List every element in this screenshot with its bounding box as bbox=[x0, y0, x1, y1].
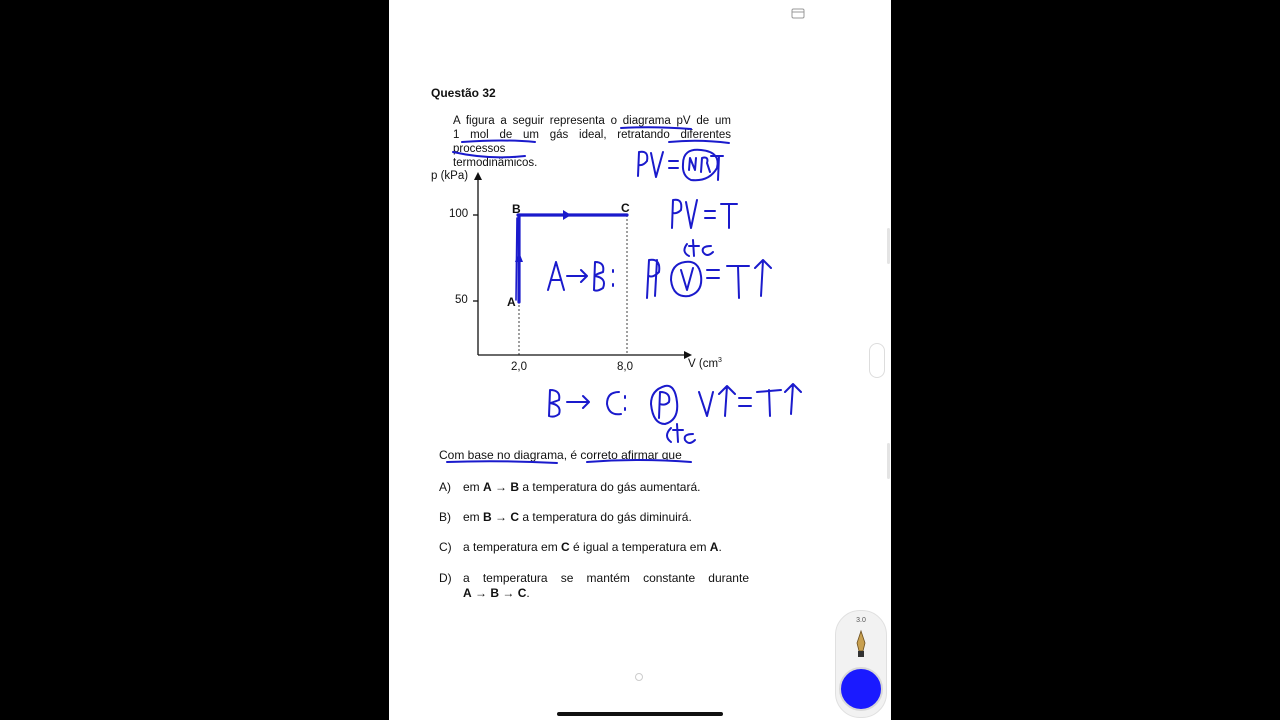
intro-line-2: 1 mol de um gás ideal, retratando diferentes processos bbox=[453, 129, 731, 155]
option-d-line-2: A → B → C. bbox=[463, 586, 530, 600]
x-axis-label-sup: 3 bbox=[718, 357, 722, 364]
y-tick-label-50: 50 bbox=[455, 294, 468, 306]
option-a-letter: A) bbox=[439, 480, 451, 494]
intro-line-3: termodinâmicos. bbox=[453, 157, 538, 169]
option-c-letter: C) bbox=[439, 540, 452, 554]
point-label-c: C bbox=[621, 201, 630, 215]
y-axis-label: p (kPa) bbox=[431, 170, 469, 182]
pen-color-swatch[interactable] bbox=[839, 667, 883, 711]
page-dot-indicator bbox=[635, 673, 643, 681]
y-axis-arrowhead bbox=[474, 172, 482, 180]
top-drag-handle[interactable] bbox=[632, 4, 648, 7]
fountain-pen-icon[interactable] bbox=[854, 629, 868, 659]
option-c-text: a temperatura em C é igual a temperatura em A. bbox=[463, 540, 722, 554]
x-axis-label bbox=[688, 357, 722, 370]
pv-diagram bbox=[389, 0, 891, 400]
option-b-text: em B → C a temperatura do gás diminuirá. bbox=[463, 510, 692, 524]
option-a-text: em A → B a temperatura do gás aumentará. bbox=[463, 480, 701, 494]
y-tick-label-100: 100 bbox=[449, 208, 469, 220]
option-d-line-1: a temperatura se mantém constante durante bbox=[463, 571, 749, 585]
option-b-letter: B) bbox=[439, 510, 451, 524]
page-layout-icon[interactable] bbox=[791, 8, 805, 20]
arrow-b-to-c bbox=[563, 210, 571, 220]
intro-line-1: A figura a seguir representa o diagrama pV de um bbox=[453, 115, 731, 127]
option-d-letter: D) bbox=[439, 571, 452, 585]
point-label-b: B bbox=[512, 202, 521, 216]
pen-size-label: 3.0 bbox=[856, 617, 866, 624]
side-handle-lower[interactable] bbox=[887, 443, 890, 479]
x-tick-label-8: 8,0 bbox=[617, 361, 633, 373]
x-axis-label-text: V (cm bbox=[688, 357, 719, 370]
home-indicator[interactable] bbox=[557, 712, 723, 716]
pen-toolbar[interactable] bbox=[835, 610, 887, 718]
option-d-text bbox=[463, 571, 749, 601]
x-tick-label-2: 2,0 bbox=[511, 361, 527, 373]
document-page bbox=[389, 0, 891, 720]
scroll-indicator[interactable] bbox=[869, 343, 885, 378]
question-title: Questão 32 bbox=[431, 86, 496, 100]
side-handle-upper[interactable] bbox=[887, 228, 890, 264]
question-prompt: Com base no diagrama, é correto afirmar que bbox=[439, 448, 682, 462]
point-label-a: A bbox=[507, 295, 516, 309]
ink-cte-2 bbox=[667, 424, 695, 443]
